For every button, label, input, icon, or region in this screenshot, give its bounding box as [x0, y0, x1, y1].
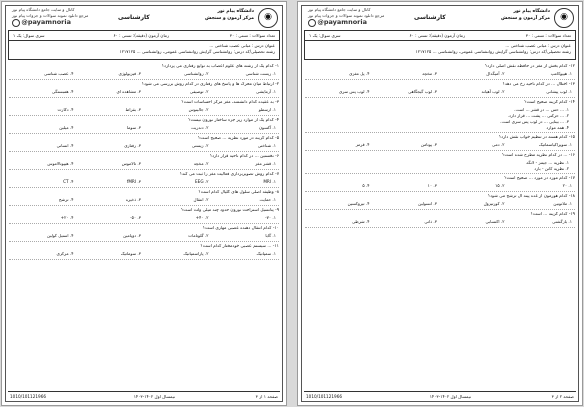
question-text: ۲- ارتباط میان محرک ها و پاسخ های رفتاری در کدام روش بررسی می شود؟ — [141, 82, 279, 87]
question-count: تعداد سوالات : تستی : ۳۰ — [525, 33, 571, 38]
answer-option: ۳. سوماتیک — [120, 251, 141, 256]
answer-option: ۱. سمپاتیک — [256, 251, 276, 256]
answer-option: ۳. تالاموس — [121, 161, 141, 166]
answer-option: ۴. میلین — [59, 125, 74, 130]
question-divider — [9, 97, 279, 98]
footer-term: نیمسال اول ۱۴۰۲-۱۴۰۳ — [429, 394, 471, 399]
question-divider — [305, 132, 575, 133]
question-text: ۱۴- کدام گزینه صحیح است؟ — [524, 100, 575, 105]
question-text: ۶- نخستین ... در کدام ناحیه قرار دارد؟ — [209, 154, 279, 159]
answer-option: ۴. ترشح — [58, 197, 74, 202]
answer-option: ۲. گلوتامات — [188, 233, 209, 238]
watermark-text: کانال و سایت جامع دانشگاه پیام نور مرجع دانلود نمونه سوالات و جزوات پیام نور — [308, 7, 385, 18]
answer-option: ۳. انسولین — [418, 201, 437, 206]
question-text: ۱۶- ... در کدام نظریه مطرح شده است؟ — [502, 153, 575, 158]
question-divider — [305, 209, 575, 210]
answer-option: ۳. ۱۰ — [427, 183, 437, 188]
watermark-handle: @payamnoria — [21, 18, 71, 26]
answer-option: ۳. مخچه — [422, 71, 437, 76]
question-divider — [305, 79, 575, 80]
watermark-text: کانال و سایت جامع دانشگاه پیام نور مرجع دانلود نمونه سوالات و جزوات پیام نور — [12, 7, 89, 18]
question-divider — [9, 205, 279, 206]
exam-page-1 — [1, 1, 287, 406]
answer-options — [9, 215, 279, 222]
answer-option: ۱. هیپوکامپ — [550, 71, 572, 76]
watermark — [12, 7, 107, 27]
question-text: ۱۹- کدام گزینه ... است؟ — [530, 212, 575, 217]
answer-option: ۴. تیروکسین — [347, 201, 370, 206]
questions-list — [305, 62, 575, 389]
answer-option: ۴. قرمز — [355, 142, 370, 147]
course-title: عنوان درس : مبانی عصب شناختی ... — [505, 43, 571, 48]
university-name: دانشگاه پیام نور مرکز آزمون و سنجش — [501, 9, 550, 21]
answer-option: ۱. شناختی — [257, 143, 276, 148]
answer-option: ۲. دمی — [491, 142, 505, 147]
answer-option: ۲. ۱۵ — [495, 183, 505, 188]
answer-option: ۱. نظریه ... جیمز - لانگه — [526, 160, 569, 165]
answer-option: ۴. هیپوتالاموس — [47, 161, 74, 166]
answer-option: ۳. بقراط — [125, 107, 141, 112]
answer-option: ۴. لوب پس سری — [338, 89, 370, 94]
answer-option: ۴. همه موارد — [546, 125, 569, 130]
question-text: ۴- کدام یک از موارد زیر جزء ساختار نورون نیست؟ — [188, 118, 279, 123]
page-footer — [8, 391, 280, 400]
watermark — [308, 7, 403, 27]
answer-option: ۲. دندریت — [191, 125, 209, 130]
answer-option: ۳. لوب گیجگاهی — [408, 89, 437, 94]
answer-options — [9, 161, 279, 168]
answer-options — [9, 251, 279, 258]
answer-option: ۳. ذاتی — [424, 219, 437, 224]
answer-option: ۲. ۴۰+ — [195, 215, 209, 220]
answer-option: ۴. ۲۰+ — [60, 215, 74, 220]
question-divider — [305, 150, 575, 151]
question-text: ۱۳- اختلال ... در کدام ناحیه رخ می دهد؟ — [502, 82, 575, 87]
answer-option: ۳. ذخیره — [125, 197, 141, 202]
answer-option: ۱. زیست شناسی — [245, 71, 276, 76]
answer-option: ۴. همبستگی — [51, 89, 74, 94]
answer-options — [9, 107, 279, 114]
answer-option: ۳. فیزیولوژی — [118, 71, 141, 76]
question-text: ۱۲- کدام بخش از مغز در حافظه نقش اصلی دارد؟ — [485, 64, 575, 69]
answer-option: ۲. لوب آهیانه — [481, 89, 505, 94]
answer-options — [9, 89, 279, 96]
answer-option: ۱. حمایت — [259, 197, 276, 202]
answer-option: ۴. استیل کولین — [47, 233, 74, 238]
answer-option: ۱. ۲۰ — [562, 183, 572, 188]
answer-option: ۴. عصب شناسی — [43, 71, 74, 76]
question-divider — [305, 227, 575, 228]
footer-page-number: صفحه ۲ از ۳ — [551, 394, 574, 399]
exam-info-box — [304, 30, 576, 60]
question-text: ۳- به عقیده کدام دانشمند، مغز مرکز احساسات است؟ — [181, 100, 279, 105]
footer-page-number: صفحه ۱ از ۳ — [255, 394, 278, 399]
question-divider — [9, 169, 279, 170]
answer-option: ۴. ۵ — [362, 183, 370, 188]
answer-option: ۲. کورتیزول — [483, 201, 505, 206]
question-divider — [9, 241, 279, 242]
answer-option: ۲. زیستی — [191, 143, 209, 148]
page-footer — [304, 391, 576, 400]
question-text: ۱۸- کدام هورمون از غده پینه آل ترشح می شود؟ — [487, 194, 575, 199]
question-text: ۸- وظیفه اصلی سلول های گلیال کدام است؟ — [198, 190, 279, 195]
answer-option: ۲. جالینوس — [188, 107, 209, 112]
question-divider — [9, 79, 279, 80]
footer-term: نیمسال اول ۱۴۰۲-۱۴۰۳ — [133, 394, 175, 399]
answer-options — [305, 183, 575, 190]
page-header — [8, 7, 280, 29]
answer-options — [305, 201, 575, 208]
question-divider — [9, 151, 279, 152]
answer-option: ۲. نظریه کانن - بارد — [534, 166, 569, 171]
watermark-logo-icon — [308, 19, 316, 27]
answer-options — [305, 89, 575, 96]
answer-option: ۲. پاراسمپاتیک — [183, 251, 209, 256]
course-major: رشته تحصیلی/کد درس: روانشناسی گرایش روانشناسی عمومی، روانشناسی ... ۱۲۱۷۱۲۵ — [415, 49, 571, 54]
answer-option: ۴. پل مغزی — [349, 71, 370, 76]
answer-option: ۲. توصیفی — [189, 89, 209, 94]
answer-options — [305, 71, 575, 78]
question-divider — [305, 191, 575, 192]
footer-code: 1010/101121966 — [10, 394, 47, 399]
answer-option: ۲. EEG — [195, 179, 209, 184]
answer-option: ۲. انتقال — [193, 197, 209, 202]
question-divider — [9, 223, 279, 224]
questions-list — [9, 62, 279, 389]
exam-page-2 — [297, 1, 583, 406]
page-header — [304, 7, 576, 29]
question-count: تعداد سوالات : تستی : ۳۰ — [229, 33, 275, 38]
answer-options — [305, 142, 575, 149]
answer-option: ۱. ملاتونین — [553, 201, 572, 206]
answer-option: ۴. مرکزی — [56, 251, 74, 256]
question-divider — [9, 115, 279, 116]
answer-option: ۱. لوب پیشانی — [546, 89, 572, 94]
answer-option: ۱. بازگشتی — [552, 219, 572, 224]
question-text: ۱۱- ... سیستم عصبی خودمختار کدام است؟ — [200, 244, 279, 249]
exam-time: زمان آزمون (دقیقه): تستی : ۶۰ — [409, 33, 465, 38]
footer-code: 1010/101121966 — [306, 394, 343, 399]
answer-option: ۳. مشاهده ای — [116, 89, 141, 94]
university-logo-icon: ◉ — [554, 8, 574, 28]
answer-option: ۲. آمیگدال — [486, 71, 505, 76]
answer-option: ۴. دکارت — [57, 107, 74, 112]
answer-options — [305, 219, 575, 226]
answer-options — [9, 125, 279, 132]
exam-time: زمان آزمون (دقیقه): تستی : ۶۰ — [113, 33, 169, 38]
answer-option: ۳. رفتاری — [124, 143, 141, 148]
course-title: عنوان درس : مبانی عصب شناختی ... — [209, 43, 275, 48]
question-text: ۵- کدام گزینه در مورد نظریه ... صحیح است؟ — [197, 136, 279, 141]
question-divider — [305, 97, 575, 98]
question-text: ۱۰- کدام انتقال دهنده عصبی مهاری است؟ — [202, 226, 279, 231]
question-divider — [9, 133, 279, 134]
answer-options — [9, 197, 279, 204]
course-major: رشته تحصیلی/کد درس: روانشناسی گرایش روانشناسی عمومی، روانشناسی ... ۱۲۱۷۱۲۵ — [119, 49, 275, 54]
answer-option: ۳. fMRI — [126, 179, 141, 184]
answer-option: ۲. اکتسابی — [485, 219, 505, 224]
answer-option: ۴. انسانی — [56, 143, 74, 148]
answer-option: ۲. روانشناسی — [183, 71, 209, 76]
answer-option: ۲. ... حرکتی ... پشت ... قرار دارد. — [507, 113, 569, 118]
answer-option: ۴. CT — [63, 179, 74, 184]
answer-option: ۱. آکسون — [258, 125, 276, 130]
answer-option: ۱. ۷۰- — [265, 215, 276, 220]
watermark-logo-icon — [12, 19, 20, 27]
question-series: سری سوال: یک ۱ — [309, 33, 341, 38]
watermark-handle: @payamnoria — [317, 18, 367, 26]
answer-option: ۳. ... بینایی ... در لوب پس سری است. — [500, 119, 569, 124]
question-text: ۷- کدام روش تصویربرداری فعالیت مغز را ثبت می کند؟ — [179, 172, 279, 177]
answer-option: ۱. ... حس ... در قشر ... است. — [514, 107, 569, 112]
question-text: ۱۷- کدام مورد در مورد ... صحیح است؟ — [504, 176, 575, 181]
answer-option: ۳. سوما — [126, 125, 141, 130]
degree-level: کارشناسی — [118, 14, 150, 21]
answer-option: ۱. سوپراکیاسماتیک — [538, 142, 572, 147]
university-logo-icon: ◉ — [258, 8, 278, 28]
answer-option: ۳. ۵۰- — [130, 215, 141, 220]
answer-option: ۴. شرطی — [351, 219, 370, 224]
question-text: ۱- کدام یک از رشته های علوم اعصاب به توابع رفتاری می پردازد؟ — [161, 64, 279, 69]
exam-info-box — [8, 30, 280, 60]
answer-option: ۱. قشر مغز — [255, 161, 276, 166]
answer-option: ۱. گابا — [265, 233, 276, 238]
question-text: ۱۵- کدام هسته در تنظیم خواب نقش دارد؟ — [498, 135, 575, 140]
answer-option: ۳. پوتامن — [420, 142, 437, 147]
answer-option: ۱. آزمایشی — [255, 89, 276, 94]
question-series: سری سوال: یک ۱ — [13, 33, 45, 38]
answer-options — [9, 143, 279, 150]
degree-level: کارشناسی — [414, 14, 446, 21]
answer-options — [9, 71, 279, 78]
question-text: ۹- پتانسیل استراحت نورون حدود چند میلی ولت است؟ — [180, 208, 279, 213]
question-divider — [305, 173, 575, 174]
answer-option: ۱. ارسطو — [258, 107, 276, 112]
question-divider — [9, 187, 279, 188]
answer-options — [9, 233, 279, 240]
answer-options — [9, 179, 279, 186]
question-divider — [9, 259, 279, 260]
university-name: دانشگاه پیام نور مرکز آزمون و سنجش — [205, 9, 254, 21]
answer-option: ۲. مخچه — [193, 161, 209, 166]
answer-options — [305, 160, 575, 172]
answer-option: ۳. دوپامین — [123, 233, 141, 238]
answer-option: ۱. MRI — [263, 179, 276, 184]
answer-options — [305, 107, 575, 131]
